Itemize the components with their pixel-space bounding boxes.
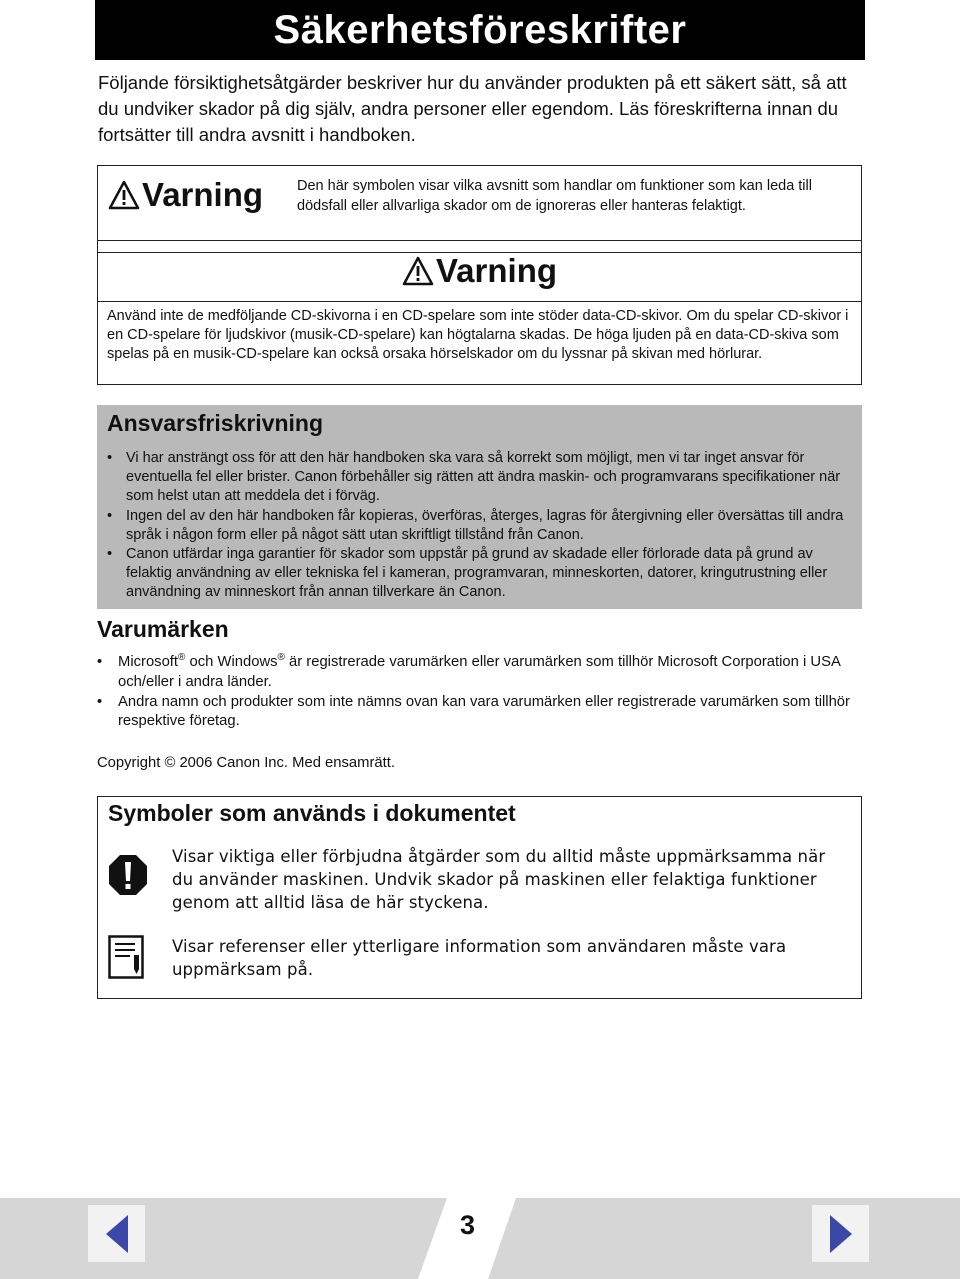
memo-note-icon: [108, 935, 144, 979]
warning-legend-title: Varning: [142, 176, 264, 213]
copyright-notice: Copyright © 2006 Canon Inc. Med ensamrätt.: [97, 755, 395, 771]
next-arrow-icon: [828, 1214, 854, 1254]
warning-triangle-icon: [402, 256, 434, 286]
important-exclamation-icon: [108, 854, 148, 896]
warning-triangle-icon: [108, 180, 140, 210]
warning-legend-text: Den här symbolen visar vilka avsnitt som handlar om funktioner som kan leda till dödsfall eller allvarliga skador om de ignoreras eller hanteras felaktigt.: [297, 178, 812, 214]
next-page-button[interactable]: [812, 1205, 869, 1262]
symbols-section: [97, 796, 862, 999]
list-item: • Canon utfärdar inga garantier för skador som uppstår på grund av skadade eller förlorade data på grund av felaktig användning av eller tekniska fel i kameran, programvaran, minneskorten, datorer, kringutrustning eller användning av minneskort från annan tillverkare än Canon.: [107, 545, 852, 602]
symbols-heading: Symboler som används i dokumentet: [108, 800, 516, 826]
previous-page-button[interactable]: [88, 1205, 145, 1262]
trademarks-list: [97, 653, 862, 732]
trademark-connector: och: [185, 654, 218, 670]
registered-mark: ®: [277, 652, 285, 664]
prev-arrow-icon: [104, 1214, 130, 1254]
page-title: Säkerhetsföreskrifter: [273, 7, 687, 52]
warning-legend-label: [108, 176, 263, 214]
symbol-note-text: Visar referenser eller ytterligare information som användaren måste vara uppmärksam på.: [172, 937, 787, 979]
list-item: [97, 653, 862, 692]
warning-box-title: Varning: [435, 252, 558, 289]
disclaimer-heading: Ansvarsfriskrivning: [107, 410, 324, 436]
list-item: • Vi har ansträngt oss för att den här handboken ska vara så korrekt som möjligt, men vi tar inget ansvar för eventuella fel eller brister. Canon förbehåller sig rätten att ändra maskin- och programvarans specifikationer när som helst utan att meddela det i förväg.: [107, 449, 852, 506]
disclaimer-section: [97, 405, 862, 609]
disclaimer-list: [107, 449, 852, 603]
warning-box: [97, 240, 862, 385]
trademark-text: är registrerade varumärken eller varumärken som tillhör Microsoft Corporation i USA och/eller i andra länder.: [118, 654, 840, 690]
list-item: • Andra namn och produkter som inte nämns ovan kan vara varumärken eller registrerade varumärken som tillhör respektive företag.: [97, 693, 862, 732]
trademarks-heading: Varumärken: [97, 616, 229, 642]
page-title-bar: [95, 0, 865, 60]
page-footer: [0, 1198, 960, 1279]
registered-mark: ®: [178, 652, 186, 664]
page-number: 3: [459, 1210, 476, 1240]
warning-box-text: Använd inte de medföljande CD-skivorna i en CD-spelare som inte stöder data-CD-skivor. Om du spelar CD-skivor i en CD-spelare för ljudskivor (musik-CD-spelare) kan högtalarna skadas. De höga ljuden på en data-CD-skiva som spelas på en musik-CD-spelare kan också orsaka hörselskador om du lyssnar på skivan med hörlurar.: [107, 308, 849, 362]
trademark-microsoft: Microsoft: [118, 654, 179, 670]
intro-paragraph: Följande försiktighetsåtgärder beskriver hur du använder produkten på ett säkert sätt, så att du undviker skador på dig själv, andra personer eller egendom. Läs föreskrifterna innan du fortsätter till andra avsnitt i handboken.: [98, 72, 847, 145]
warning-box-heading: [98, 241, 861, 302]
trademark-windows: Windows: [217, 654, 278, 670]
list-item: • Ingen del av den här handboken får kopieras, överföras, återges, lagras för återgivning eller översättas till andra språk i någon form eller på något sätt utan skriftligt tillstånd från Canon.: [107, 507, 852, 545]
symbol-important-text: Visar viktiga eller förbjudna åtgärder som du alltid måste uppmärksamma när du använder maskinen. Undvik skador på maskinen eller felaktiga funktioner genom att alltid läsa de här styckena.: [172, 847, 826, 912]
